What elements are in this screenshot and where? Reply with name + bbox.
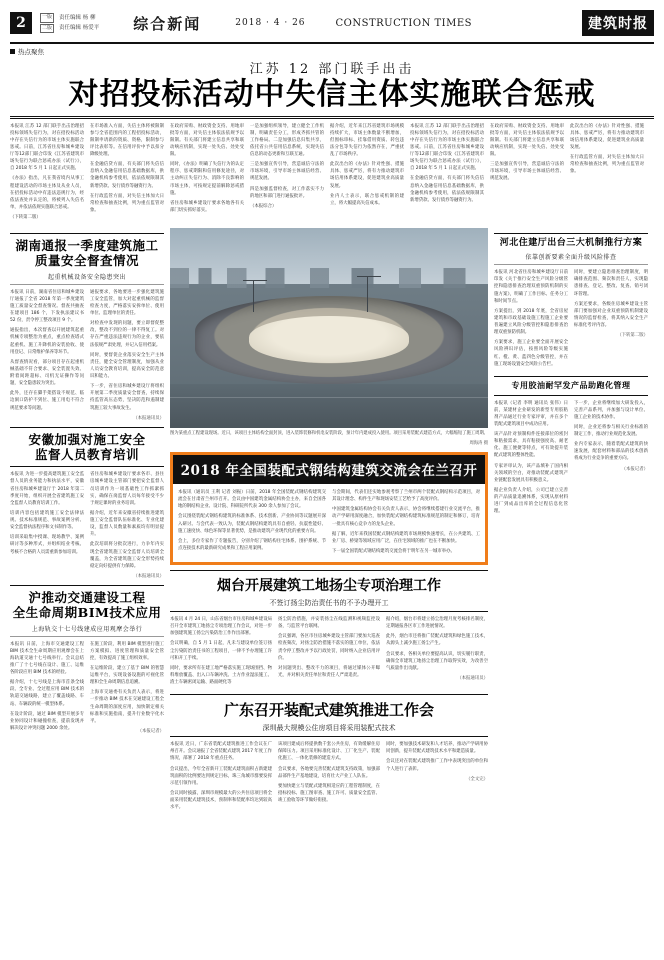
paragraph: 扬尘防治措施，并安装扬尘在线监测和视频监控设备，与监管平台联网。 xyxy=(278,617,380,630)
paragraph: 据了解，近年来我国装配式钢结构建筑市场规模快速增长，在公共建筑、工业厂房、桥梁等领域应用广泛，在住宅领域的推广也在不断加快。 xyxy=(332,531,480,544)
paragraph: 从督查情况看，部分项目存在起重机械基础不符合要求、安全装置失效、附着间距超标、司机无证操作等问题，安全隐患较为突出。 xyxy=(10,359,84,387)
photo-crane-2 xyxy=(367,276,368,312)
section-guangdong-col-3 xyxy=(386,741,488,814)
paragraph: 业内专家表示，随着装配式建筑的快速发展，配套材料和部品的技术创新将成为行业竞争的重要方向。 xyxy=(574,442,648,462)
photo-crane-1 xyxy=(253,280,254,312)
section-anhui-title: 安徽加强对施工安全 监督人员教育培训 xyxy=(28,431,146,463)
paragraph: 在金融信贷方面，有关部门将失信信息纳入金融信用信息基础数据库，供金融机构参考使用，依法依规限制其新增贷款、发行债券等融资行为。 xyxy=(410,176,484,203)
section-yantai-body xyxy=(170,616,488,689)
paragraph: 专家评审认为，该产品填补了国内相关领域的空白，对推动装配式建筑产业链配套发展具有积极意义。 xyxy=(494,463,568,483)
construction-site-photo xyxy=(170,228,488,428)
paragraph: 此次培训将分批次进行，力争年内实现全省建筑施工安全监督人员培训全覆盖，为全省建筑施工安全形势持续稳定向好提供有力保障。 xyxy=(90,542,164,569)
paragraph: （下转第二版） xyxy=(10,215,41,221)
section-hebei-signature: （下转第二版） xyxy=(617,333,648,339)
section-hunan-signature: （本报通讯员） xyxy=(133,415,164,421)
section-guangdong-head xyxy=(170,694,488,737)
paragraph: 下一步，企业将继续加大研发投入，完善产品系列，并加强与设计单位、施工企业的技术协作。 xyxy=(574,400,648,420)
section-shanghai-col-1 xyxy=(10,641,84,736)
paragraph: （本报综合） xyxy=(250,203,277,209)
page-number: 2 xyxy=(10,12,32,34)
section-hebei-subtitle: 依靠创新要素全面升级风险排查 xyxy=(494,252,648,265)
highlight-col-left xyxy=(178,489,326,558)
section-title: 综合新闻 xyxy=(133,14,202,33)
paragraph: 本报讯 江苏 12 部门联手出击治理招投标领域失信行为，对在招投标活动中存在失信行为的市场主体实施联合惩戒。日前，江苏省住房和城乡建设厅等12部门联合印发《江苏省建筑市场失信行为联合惩戒办法（试行）》，自 2018 年 5 月 1 日起正式实施。 xyxy=(10,123,84,172)
paragraph: 方案提出，到 2018 年底，全省房屋建筑和市政基础设施工程施工企业要普遍建立风险分级管控和隐患排查治理双重预防机制。 xyxy=(494,308,568,336)
lead-column-7 xyxy=(490,123,564,225)
lead-photo-block xyxy=(170,228,488,446)
section-yantai-subtitle: 不签订扬尘防治责任书的不予办理开工 xyxy=(269,599,389,608)
photo-caption: 图为某重点工程建设现场。近日，该项目主体结构全面封顶，进入装饰装修和机电安装阶段，预计年内建成投入使用。项目采用装配式建造方式，大幅缩短了施工周期。 xyxy=(170,431,488,437)
paragraph: 上海市交通委有关负责人表示，将进一步推动 BIM 技术在交通建设工程全生命周期的深度应用，加快制定相关标准和实施指南，提升行业数字化水平。 xyxy=(90,690,164,724)
section-hunan-col-2 xyxy=(90,289,164,422)
paragraph: 省住房和城乡建设厅要求各地各有关部门切实抓好落实。 xyxy=(170,200,244,213)
headline-rule xyxy=(10,116,654,119)
paragraph: 会议强调，各区市住房城乡建设主管部门要加大巡查检查频次，对扬尘防治措施不落实的施工单位，依法责令停工整改并予以行政处罚，同时纳入企业信用评价。 xyxy=(278,634,380,661)
right-zone xyxy=(494,228,648,814)
paragraph: 在设计阶段，通过 BIM 模型开展多专业协同设计和碰撞检查，提前发现并解决设计冲突问题 2000 余处。 xyxy=(10,711,84,731)
paragraph: 在市场准入方面，失信主体将被限制参与全省范围内的工程招投标活动，限制申请新的资质、资格，限制参与评比表彰等。在信用评价中予以扣分降级处理。 xyxy=(90,123,164,158)
paragraph: 培训采取集中授课、现场教学、案例研讨等多种形式，并组织结业考核。考核不合格的人员需重新参加培训。 xyxy=(10,535,84,555)
section-anhui-col-2 xyxy=(90,471,164,580)
section-guangdong-col-1 xyxy=(170,741,272,814)
paragraph: 与会期间，代表们还实地参观考察了兰州市两个装配式钢结构示范项目，对其设计理念、构件生产和现场安装工艺给予了高度评价。 xyxy=(332,490,480,503)
paragraph: 三是加强宣传引导，营造诚信守法的市场环境，引导市场主体诚信经营、规范发展。 xyxy=(490,162,564,182)
lead-column-5 xyxy=(330,123,404,225)
lead-body xyxy=(10,123,654,225)
paragraph: 方案还要求，各级住房城乡建设主管部门要加强对企业双重预防机制建设情况的监督检查，将其纳入安全生产标准化考评内容。 xyxy=(574,301,648,329)
paragraph: 对问题突出、整改不力的项目，将通过媒体公开曝光，并对相关责任单位和责任人严肃追责。 xyxy=(278,665,380,678)
highlight-article-box xyxy=(170,452,488,565)
editor-tag-page1: 一版 xyxy=(40,13,54,23)
issue-date: 2018 · 4 · 26 xyxy=(235,18,306,28)
section-adhesive-title: 专用胶油耐罕发产品助跑化管理 xyxy=(511,379,631,390)
paragraph: 据介绍，近年来安徽省持续推进建筑施工安全监督队伍标准化、专业化建设，监督人员数量和素质均有明显提升。 xyxy=(90,510,164,538)
section-anhui-signature: （本报通讯员） xyxy=(133,573,164,579)
editor-credits xyxy=(40,13,99,33)
paragraph: 同时，要建立隐患排查治理制度，明确排查范围、频次和责任人，实现隐患排查、登记、整改、复查、销号闭环管理。 xyxy=(574,270,648,297)
paragraph: 下一届全国装配式钢结构建筑交流会将于明年在另一城市举办。 xyxy=(332,548,455,554)
paragraph: 本报讯 日前，上海市交通建设工程 BIM 技术全生命周期应用观摩会在上海轨道交通十七号线举行。会议总结推广了十七号线在设计、施工、运维各阶段应用 BIM 技术的经验。 xyxy=(10,641,84,676)
paragraph: 据介绍，近年来江苏省建筑市场规模持续扩大，市场主体数量不断增加，但围标串标、挂靠借用资质、转包违法分包等失信行为依然存在，严重扰乱了市场秩序。 xyxy=(330,123,404,158)
paragraph: 会上，多位专家作了专题报告，分别介绍了钢结构住宅体系、围护系统、节点连接技术的最新研究成果和工程应用案例。 xyxy=(178,538,326,551)
paragraph: 在行政监管方面，对失信主体加大日常检查和抽查比例，列为重点监管对象。 xyxy=(90,193,164,213)
section-yantai-col-1 xyxy=(170,616,272,689)
paragraph: 本报讯 江苏 12 部门联手出击治理招投标领域失信行为，对在招投标活动中存在失信行为的市场主体实施联合惩戒。日前，江苏省住房和城乡建设厅等12部门联合印发《江苏省建筑市场失信行为联合惩戒办法（试行）》，自 2018 年 5 月 1 日起正式实施。 xyxy=(410,123,484,172)
section-hunan xyxy=(10,233,164,422)
paragraph: 方案要求，施工企业要全面开展安全风险辨识评估，按照风险等级实施红、橙、黄、蓝四色分级管控，并在施工现场设置安全风险公告栏。 xyxy=(494,340,568,367)
paragraph: 会议提出，今年全省新开工装配式建筑面积占新建建筑面积的比例要达到规定目标，珠三角城市群要发挥示范引领作用。 xyxy=(170,766,272,786)
paragraph: 下一步，省住房和城乡建设厅将组织开展第二季度质量安全督查，持续保持监管高压态势，坚决防范和遏制建筑施工较大事故发生。 xyxy=(90,384,164,411)
paragraph: 在行政监管方面，对失信主体加大日常检查和抽查比例，列为重点监管对象。 xyxy=(570,155,644,175)
section-yantai-head xyxy=(170,570,488,612)
paragraph: 三是加强宣传引导，营造诚信守法的市场环境，引导市场主体诚信经营、规范发展。 xyxy=(250,162,324,182)
masthead-rule xyxy=(10,42,654,44)
lead-column-6 xyxy=(410,123,484,225)
section-shanghai xyxy=(10,585,164,735)
paragraph: 一是加强组织领导，建立健全工作机制，明确责任分工，形成齐抓共管的工作格局。二是加强信息归集共享，依托省公共信用信息系统，实现失信信息的动态更新和互联互通。 xyxy=(250,123,324,158)
paragraph: 在运维阶段，建立了基于 BIM 的智慧运维平台，实现设备设施的可视化管理和全生命周期信息追溯。 xyxy=(90,665,164,686)
paragraph: 本报讯 日前，湖南省住房和城乡建设厅通报了全省 2018 年第一季度建筑施工质量安全督查情况。督查共抽查在建项目 186 个，下发执法建议书 52 份，责令停工整改项目 9 个。 xyxy=(10,289,84,324)
highlight-col-right xyxy=(332,489,480,558)
paragraph: 本报讯 近日，广东省装配式建筑推进工作会议在广州召开。会议通报了全省装配式建筑 2017 年度工作情况，部署了 2018 年重点任务。 xyxy=(170,742,272,762)
editor-tag-page2: 二版 xyxy=(40,24,54,34)
paragraph: 该项目建成后将提供数千套公共住房，有效缓解住房保障压力。项目采用标准化设计、工厂化生产、装配化施工、一体化装修的建造方式。 xyxy=(278,742,380,762)
paragraph: 会议同时披露，深圳市规模最大的公共住房项目将全面采用装配式建筑技术，预制率和装配率均达到较高水平。 xyxy=(170,790,272,811)
paragraph: 要加快建立与装配式建筑相适应的工程管理制度，在招标投标、施工图审查、施工许可、质量安全监管、竣工验收等环节做好衔接。 xyxy=(278,783,380,804)
section-yantai-signature: （本报通讯员） xyxy=(457,675,488,681)
section-yantai-col-3 xyxy=(386,616,488,689)
section-anhui-col-1 xyxy=(10,471,84,580)
paragraph: 四是加强监督检查，对工作落实不力的地区和部门进行通报批评。 xyxy=(250,186,324,199)
paragraph: 本报讯（通讯员 王利 记者 刘振）日前，2018 年全国装配式钢结构建筑交流会在甘肃省兰州市召开。会议由中国建筑金属结构协会主办，来自全国各地的钢结构企业、设计院、科研院所代表 300 余人参加了会议。 xyxy=(178,490,326,510)
paragraph: 业内人士表示，联合惩戒机制的建立，将大幅提高失信成本。 xyxy=(330,193,404,206)
paragraph: 会议围绕装配式钢结构建筑的标准体系、技术创新、产业协同等议题展开深入研讨。与会代表一致认为，装配式钢结构建筑具有自重轻、抗震性能好、施工速度快、绿色环保等显著优势，是推动建筑产业现代化的重要方向。 xyxy=(178,514,326,534)
section-shanghai-subtitle: 上海轨交十七号线建成应用观摩会举行 xyxy=(10,624,164,637)
section-shanghai-title: 沪推动交通建设工程 全生命周期BIM技术应用 xyxy=(12,590,162,621)
section-adhesive-col-1 xyxy=(494,400,568,519)
paragraph: 本报讯 4 月 24 日，山东省烟台市住房和城乡建设局召开全市建筑工地扬尘专项治理工作会议，对进一步加强建筑施工扬尘污染防治工作作出部署。 xyxy=(170,617,272,637)
section-hebei-col-2 xyxy=(574,269,648,371)
editor-text-page1: 责任编辑 杨 柳 xyxy=(59,14,96,21)
paragraph: 此外，烟台市还将推广装配式建筑和绿色施工技术，从源头上减少施工扬尘产生。 xyxy=(386,634,488,647)
paragraph: 通报指出，本次督查以开展建筑起重机械专项整治为重点，重点检查塔式起重机、施工升降机的安装验收、使用登记、日常维护保养等环节。 xyxy=(10,328,84,355)
lead-kicker: 江苏 12 部门联手出击 xyxy=(249,62,415,77)
section-yantai-title: 烟台开展建筑工地扬尘专项治理工作 xyxy=(217,578,441,595)
section-yantai-col-2 xyxy=(278,616,380,689)
section-shanghai-signature: （本报记者） xyxy=(137,728,164,734)
paragraph: 同时，要加强技术研发和人才培养，推动产学研用协同创新，提升装配式建筑技术水平和建造质量。 xyxy=(386,742,488,755)
section-hebei-title: 河北住建厅出台三大机制推行方案 xyxy=(499,238,643,249)
paragraph: 同时，《办法》明确了失信行为的认定程序、惩戒期限和信用修复途径，对主动纠正失信行为、消除不良影响的市场主体，可按规定提前解除惩戒措施。 xyxy=(170,162,244,196)
paragraph: 培训内容包括建筑施工安全法律法规、技术标准规范、事故案例分析、安全监督执法程序和文书制作等。 xyxy=(10,510,84,531)
paragraph: 此次出台的《办法》针对性强、措施具体、惩戒严厉，将有力推动建筑市场信用体系建设，促进建筑业高质量发展。 xyxy=(330,162,404,189)
photo-credit: 周海涛 摄 xyxy=(469,441,488,447)
main-body xyxy=(10,228,654,814)
paragraph: 《办法》指出，凡在我省境内从事工程建设活动的市场主体及从业人员，在招投标活动中有违法违规行为，经依法查处并认定的，将被列入失信名单，并依法依规实施联合惩戒。 xyxy=(10,176,84,210)
lead-column-4 xyxy=(250,123,324,225)
section-guangdong-title: 广东召开装配式建筑推进工作会 xyxy=(223,701,434,720)
section-anhui xyxy=(10,427,164,580)
photo-stadium-structure xyxy=(195,296,462,384)
kicker-tab-label: 热点聚焦 xyxy=(18,48,44,56)
paragraph: 会议要求，各相关单位要提高认识，切实履行职责，确保全市建筑工地扬尘治理工作取得实效，为改善空气质量作出贡献。 xyxy=(386,651,488,671)
photo-ground xyxy=(170,384,488,428)
lead-column-1 xyxy=(10,123,84,225)
paragraph: 会议明确，自 5 月 1 日起，凡未与建设单位签订扬尘污染防治责任书的工程项目，一律不予办理施工许可和开工手续。 xyxy=(170,641,272,661)
paragraph: 本报讯 河北省住房和城乡建设厅日前印发《关于推行安全生产风险分级管控和隐患排查治理双重预防机制的实施方案》，明确了工作目标、任务分工和时间节点。 xyxy=(494,270,568,304)
section-guangdong-body xyxy=(170,741,488,814)
highlight-banner-title: 2018 年全国装配式钢结构建筑交流会在兰召开 xyxy=(173,455,485,484)
paragraph: 同时，企业还将参与相关行业标准的制定工作，推动行业规范化发展。 xyxy=(574,424,648,438)
lead-column-2 xyxy=(90,123,164,225)
paragraph: 在施工阶段，利用 BIM 模型进行施工方案模拟、进度管理和质量安全管控，有效提高了施工组织效率。 xyxy=(90,641,164,661)
center-zone xyxy=(170,228,488,814)
section-hunan-title: 湖南通报一季度建筑施工 质量安全督查情况 xyxy=(15,238,159,269)
paragraph: 据企业负责人介绍，公司已建立完善的产品质量追溯体系，实现从原材料进厂到成品出库的全过程信息化管理。 xyxy=(494,487,568,515)
section-hebei xyxy=(494,233,648,371)
paragraph: 在政府采购、财政资金支持、用地审批等方面，对失信主体依法依规予以限制。有关部门将建立信息共享和联动响应机制，实现一处失信、处处受限。 xyxy=(170,123,244,158)
section-adhesive xyxy=(494,376,648,519)
paragraph: 此外，还存在脚手架搭设不规范、临边洞口防护不到位、施工用电不符合规范要求等问题。 xyxy=(10,391,84,411)
lead-column-8 xyxy=(570,123,644,225)
paragraph: 通报要求，各地要进一步强化建筑施工安全监管，加大对起重机械的监督检查力度，严格落实安拆单位、使用单位、监理单位的责任。 xyxy=(90,289,164,317)
section-adhesive-signature: （本报记者） xyxy=(621,466,648,472)
paragraph: 此次出台的《办法》针对性强、措施具体、惩戒严厉，将有力推动建筑市场信用体系建设，促进建筑业高质量发展。 xyxy=(570,123,644,150)
paragraph: 会议要求，各地要完善装配式建筑支持政策，加强部品部件生产基地建设，培育壮大产业工人队伍。 xyxy=(278,766,380,779)
paragraph: 同时，要督促企业落实安全生产主体责任，健全安全管理制度，加强从业人员安全教育培训，提高安全防范意识和能力。 xyxy=(90,352,164,380)
editor-text-page2: 责任编辑 杨爱平 xyxy=(59,25,100,32)
masthead xyxy=(10,6,654,40)
english-title: CONSTRUCTION TIMES xyxy=(335,17,473,29)
kicker-tab xyxy=(10,47,654,56)
section-hunan-subtitle: 起重机械设备安全隐患突出 xyxy=(10,272,164,285)
section-hebei-col-1 xyxy=(494,269,568,371)
lead-column-3 xyxy=(170,123,244,225)
paragraph: 中国建筑金属结构协会有关负责人表示，协会将继续搭建行业交流平台，推动产学研用深度融合，加快装配式钢结构建筑标准规范的制定和修订，培育一批具有核心竞争力的龙头企业。 xyxy=(332,507,480,527)
paragraph: 该产品针对预制构件连接部位的密封和粘接需求，具有粘接强度高、耐老化、施工便捷等特点，可有效提升装配式建筑的整体性能。 xyxy=(494,432,568,459)
paragraph: 据介绍，烟台市将建立扬尘治理月度考核排名制度，定期通报各区市工作进展情况。 xyxy=(386,617,488,630)
paragraph: 省住房和城乡建设厅要求各市、县住房城乡建设主管部门要把安全监督人员培训作为一项基础性工作抓紧抓实，确保在岗监督人员每年接受不少于规定课时的业务培训。 xyxy=(90,472,164,506)
section-hunan-col-1 xyxy=(10,289,84,422)
section-guangdong-subtitle: 深圳最大规模公住房项目将采用装配式技术 xyxy=(262,724,396,733)
paragraph: 同时，要求所有在建工地严格落实施工现场围挡、物料堆放覆盖、出入口车辆冲洗、土方作业湿法施工、渣土车辆密闭运输、路面硬化等 xyxy=(170,665,272,686)
newspaper-logo: 建筑时报 xyxy=(582,10,654,36)
lead-headline: 对招投标活动中失信主体实施联合惩戒 xyxy=(68,77,596,112)
section-adhesive-col-2 xyxy=(574,400,648,519)
section-guangdong-signature: （全文完） xyxy=(466,776,488,782)
section-guangdong-col-2 xyxy=(278,741,380,814)
paragraph: 本报讯 为进一步提高建筑施工安全监督人员的业务能力和执法水平，安徽省住房和城乡建设厅于 2018 年第二季度开始，组织开展全省建筑施工安全监督人员教育培训工作。 xyxy=(10,472,84,506)
bullet-square-icon xyxy=(10,49,15,54)
paragraph: 在金融信贷方面，有关部门将失信信息纳入金融信用信息基础数据库，供金融机构参考使用，依法依规限制其新增贷款、发行债券等融资行为。 xyxy=(90,162,164,189)
section-shanghai-col-2 xyxy=(90,641,164,736)
paragraph: 据介绍，十七号线是上海市首条全线段、全专业、全过程应用 BIM 技术的轨道交通线路，建立了覆盖线路、车站、车辆段的统一模型体系。 xyxy=(10,680,84,707)
paragraph: 会议还对在装配式建筑推广工作中表现突出的单位和个人进行了表彰。 xyxy=(386,759,488,772)
paragraph: 本报讯（记者 李明 通讯员 张伟）日前，某建材企业研发的新型专用胶粘剂产品通过行业专家评审，并在多个装配式建筑项目中成功应用。 xyxy=(494,400,568,427)
left-zone xyxy=(10,228,164,814)
photo-skyline xyxy=(170,268,488,288)
paragraph: 在政府采购、财政资金支持、用地审批等方面，对失信主体依法依规予以限制。有关部门将建立信息共享和联动响应机制，实现一处失信、处处受限。 xyxy=(490,123,564,158)
paragraph: 对检查中发现的问题，要立即督促整改，整改不到位的一律不得复工。对存在严重违法违规行为的企业，要依法依规严肃处理，并记入信用档案。 xyxy=(90,321,164,348)
